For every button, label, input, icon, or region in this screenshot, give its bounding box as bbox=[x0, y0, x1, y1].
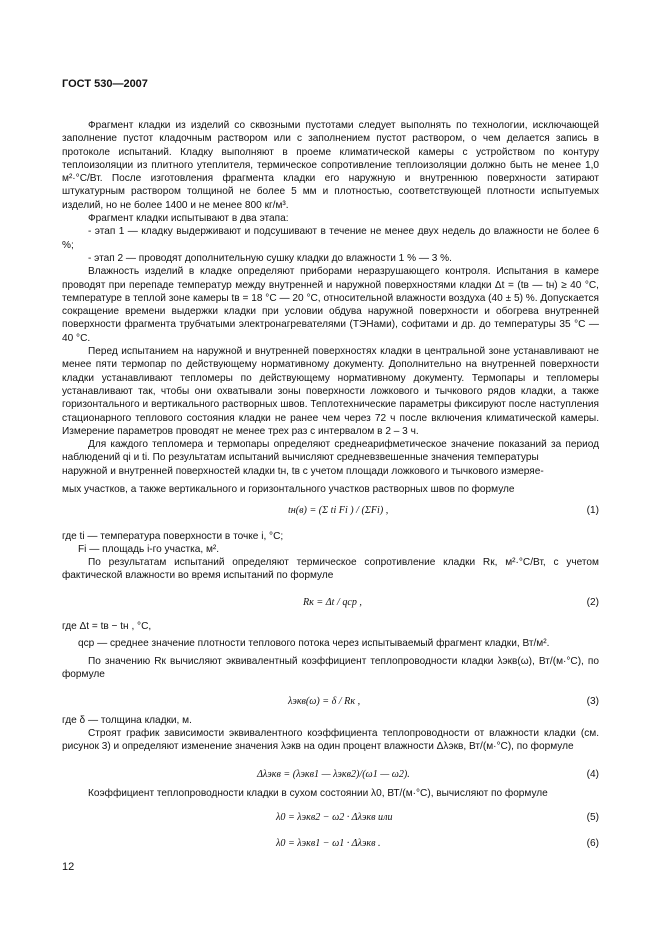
paragraph-r bbox=[62, 556, 599, 583]
paragraph: По значению Rк вычисляют эквивалентный коэффициент теплопроводности кладки λэкв(ω), Вт/(м·°С), по формуле bbox=[62, 656, 599, 681]
formula-1: tн(в) = (Σ ti Fi ) / (ΣFi) , bbox=[288, 505, 389, 516]
formula-6: λ0 = λэкв1 − ω1 · Δλэкв . bbox=[276, 838, 381, 849]
paragraph-dry bbox=[62, 787, 599, 800]
formula-5-number: (5) bbox=[586, 812, 599, 823]
paragraph-graph bbox=[62, 727, 599, 754]
where-line: где ti — температура поверхности в точке i, °С; bbox=[62, 531, 284, 542]
formula-2: Rк = Δt / qср , bbox=[303, 597, 362, 608]
formula-6-number: (6) bbox=[586, 838, 599, 849]
paragraph-lambda bbox=[62, 655, 599, 682]
paragraph: Строят график зависимости эквивалентного коэффициента теплопроводности от влажности кладки (см. рисунок 3) и определяют изменение значения λэкв на один процент влажности Δλэкв, Вт/(м·°С), по формуле bbox=[62, 728, 599, 753]
body-block-1 bbox=[62, 119, 599, 465]
formula-3: λэкв(ω) = δ / Rк , bbox=[288, 696, 361, 707]
where-line: где Δt = tв − tн , °С, bbox=[62, 621, 152, 632]
text-line: наружной и внутренней поверхностей кладки tн, tв с учетом площади ложкового и тычкового измеряе- bbox=[62, 466, 544, 477]
paragraph: Влажность изделий в кладке определяют приборами неразрушающего контроля. Испытания в камере проводят при перепаде температур между внутренней и наружной поверхностями кладки Δt = (tв — tн) ≥ 40 °С, температуре в теплой зоне камеры tв = 18 °С — 20 °С, относительной влажности воздуха (40 ± 5) %. Допускается сокращение времени выдержки кладки при условии обдува наружной поверхности и обогрева внутренней поверхности фрагмента трубчатыми электронагревателями (ТЭНами), софитами и др. до температуры 35 °С — 40 °С. bbox=[62, 266, 599, 344]
paragraph: По результатам испытаний определяют термическое сопротивление кладки Rк, м²·°С/Вт, с учетом фактической влажности во время испытаний по формуле bbox=[62, 557, 599, 582]
paragraph: - этап 2 — проводят дополнительную сушку кладки до влажности 1 % — 3 %. bbox=[88, 252, 452, 264]
paragraph: - этап 1 — кладку выдерживают и подсушивают в течение не менее двух недель до влажности не более 6 %; bbox=[62, 226, 599, 251]
paragraph: Фрагмент кладки испытывают в два этапа: bbox=[88, 213, 289, 225]
paragraph: Коэффициент теплопроводности кладки в сухом состоянии λ0, ВТ/(м·°С), вычисляют по формуле bbox=[88, 788, 548, 799]
paragraph: Перед испытанием на наружной и внутренней поверхностях кладки в центральной зоне устанавливают не менее пяти термопар по действующему нормативному документу. Дополнительно на внутренней поверхности кладки устанавливают тепломеры по действующему нормативному документу. Термопары и тепломеры устанавливают так, чтобы они охватывали зоны поверхности ложкового и тычкового рядов кладки, а также горизонтального и вертикального растворных швов. Теплотехнические параметры фиксируют после наступления стационарного теплового состояния кладки не ранее чем через 72 ч после включения климатической камеры. Измерение параметров проводят не менее трех раз с интервалом в 2 – 3 ч. bbox=[62, 346, 599, 437]
formula-3-number: (3) bbox=[586, 696, 599, 707]
page-number: 12 bbox=[62, 861, 75, 873]
formula-4-number: (4) bbox=[586, 769, 599, 780]
formula-5: λ0 = λэкв2 − ω2 · Δλэкв или bbox=[276, 812, 393, 823]
formula-1-number: (1) bbox=[586, 505, 599, 516]
formula-2-number: (2) bbox=[586, 597, 599, 608]
where-line: Fi — площадь i-го участка, м². bbox=[78, 544, 220, 555]
where-line: qср — среднее значение плотности теплового потока через испытываемый фрагмент кладки, Вт/м². bbox=[78, 638, 550, 649]
formula-4: Δλэкв = (λэкв1 — λэкв2)/(ω1 — ω2). bbox=[257, 769, 410, 780]
paragraph: Для каждого тепломера и термопары определяют среднеарифметическое значение показаний за период наблюдений qi и ti. По результатам испытаний вычисляют средневзвешенные значения температуры bbox=[62, 439, 599, 464]
where-line: где δ — толщина кладки, м. bbox=[62, 715, 192, 726]
paragraph: Фрагмент кладки из изделий со сквозными пустотами следует выполнять по технологии, исключающей заполнение пустот кладочным раствором или с заполнением пустот раствором, о чем делается запись в протоколе испытаний. Кладку выполняют в проеме климатической камеры с устройством по контуру теплоизоляции из плитного утеплителя, термическое сопротивление теплоизоляции должно быть не менее 1,0 м²·°С/Вт. После изготовления фрагмента кладки его наружную и внутреннюю поверхности затирают штукатурным раствором толщиной не более 5 мм и плотностью, соответствующей плотности испытуемых изделий, но не более 1400 и не менее 800 кг/м³. bbox=[62, 120, 599, 211]
header-doc-id: ГОСТ 530—2007 bbox=[62, 78, 148, 90]
text-line: мых участков, а также вертикального и горизонтального участков растворных швов по формуле bbox=[62, 484, 515, 495]
